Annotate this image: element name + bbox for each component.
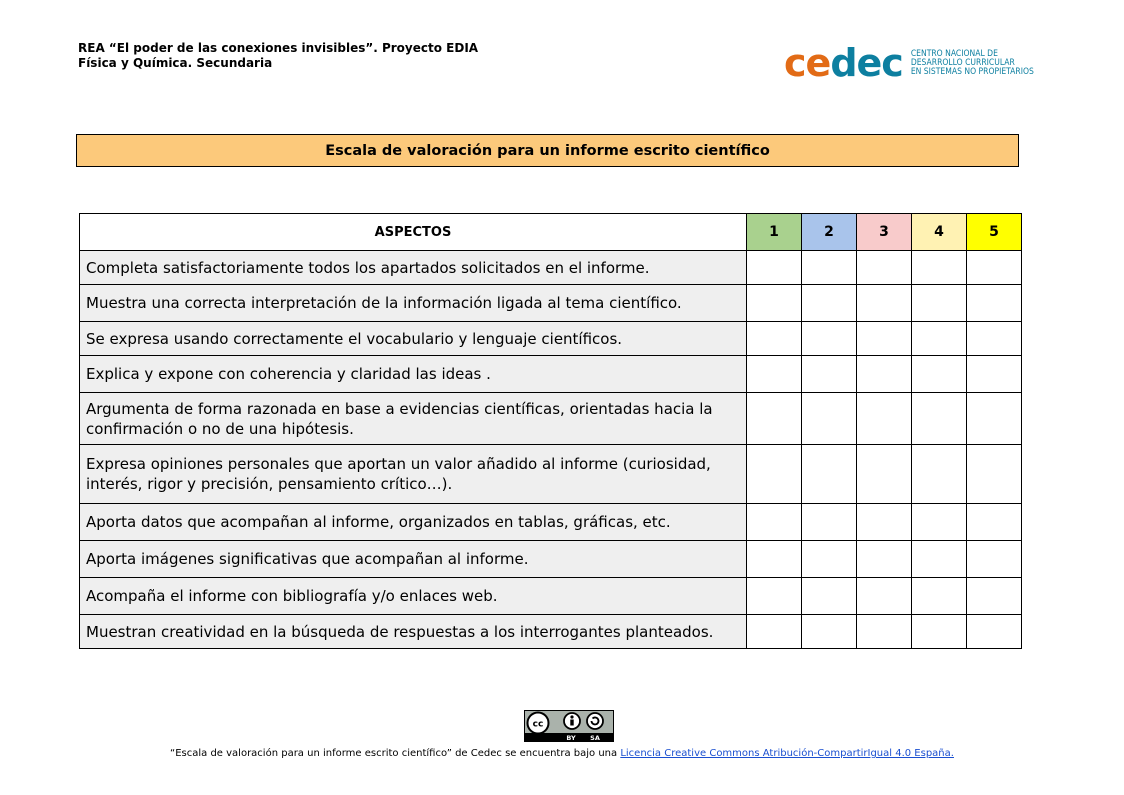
score-cell-2[interactable]	[802, 251, 857, 285]
score-cell-1[interactable]	[747, 251, 802, 285]
header-subject-line: Física y Química. Secundaria	[78, 56, 273, 70]
score-cell-1[interactable]	[747, 393, 802, 445]
score-cell-3[interactable]	[857, 578, 912, 615]
score-cell-3[interactable]	[857, 541, 912, 578]
score-cell-3[interactable]	[857, 615, 912, 649]
badge-by-label: BY	[566, 734, 576, 742]
score-cell-5[interactable]	[967, 504, 1022, 541]
table-row	[80, 504, 1022, 541]
document-header	[78, 41, 478, 71]
score-cell-4[interactable]	[912, 504, 967, 541]
score-cell-2[interactable]	[802, 285, 857, 322]
table-row	[80, 285, 1022, 322]
score-cell-5[interactable]	[967, 356, 1022, 393]
score-cell-2[interactable]	[802, 393, 857, 445]
score-cell-2[interactable]	[802, 615, 857, 649]
score-cell-5[interactable]	[967, 578, 1022, 615]
aspect-description: Explica y expone con coherencia y claridad las ideas .	[80, 356, 747, 393]
header-project-line: REA “El poder de las conexiones invisibles”. Proyecto EDIA	[78, 41, 479, 55]
badge-sa-label: SA	[590, 734, 600, 742]
license-link[interactable]: Licencia Creative Commons Atribución-CompartirIgual 4.0 España.	[620, 748, 954, 759]
aspect-description: Argumenta de forma razonada en base a evidencias científicas, orientadas hacia la confirmación o no de una hipótesis.	[80, 393, 747, 445]
table-row	[80, 445, 1022, 504]
cedec-logo-wordmark: cedec	[784, 41, 903, 85]
score-cell-1[interactable]	[747, 285, 802, 322]
aspect-description: Muestran creatividad en la búsqueda de respuestas a los interrogantes planteados.	[80, 615, 747, 649]
score-cell-3[interactable]	[857, 504, 912, 541]
aspect-description: Aporta datos que acompañan al informe, organizados en tablas, gráficas, etc.	[80, 504, 747, 541]
score-cell-1[interactable]	[747, 504, 802, 541]
score-cell-5[interactable]	[967, 541, 1022, 578]
score-cell-5[interactable]	[967, 285, 1022, 322]
aspect-description: Acompaña el informe con bibliografía y/o enlaces web.	[80, 578, 747, 615]
table-row	[80, 356, 1022, 393]
score-cell-4[interactable]	[912, 541, 967, 578]
score-cell-1[interactable]	[747, 356, 802, 393]
cedec-logo	[784, 41, 1034, 85]
score-header-5: 5	[967, 214, 1022, 251]
aspects-column-header: ASPECTOS	[80, 214, 747, 251]
score-cell-5[interactable]	[967, 445, 1022, 504]
score-cell-1[interactable]	[747, 322, 802, 356]
score-cell-2[interactable]	[802, 504, 857, 541]
score-header-3: 3	[857, 214, 912, 251]
score-cell-1[interactable]	[747, 615, 802, 649]
score-cell-2[interactable]	[802, 322, 857, 356]
score-cell-2[interactable]	[802, 541, 857, 578]
score-cell-3[interactable]	[857, 251, 912, 285]
score-cell-5[interactable]	[967, 615, 1022, 649]
cc-by-sa-badge[interactable]	[524, 710, 614, 742]
score-cell-3[interactable]	[857, 322, 912, 356]
score-cell-2[interactable]	[802, 445, 857, 504]
cedec-logo-subtitle: CENTRO NACIONAL DE DESARROLLO CURRICULAR EN SISTEMAS NO PROPIETARIOS	[910, 48, 1034, 77]
table-row	[80, 393, 1022, 445]
table-row	[80, 541, 1022, 578]
score-cell-3[interactable]	[857, 393, 912, 445]
score-cell-4[interactable]	[912, 393, 967, 445]
table-row	[80, 251, 1022, 285]
score-cell-4[interactable]	[912, 322, 967, 356]
aspect-description: Completa satisfactoriamente todos los apartados solicitados en el informe.	[80, 251, 747, 285]
page-title: Escala de valoración para un informe escrito científico	[76, 134, 1019, 167]
table-row	[80, 615, 1022, 649]
table-row	[80, 322, 1022, 356]
score-cell-1[interactable]	[747, 541, 802, 578]
score-cell-4[interactable]	[912, 615, 967, 649]
table-header-row	[80, 214, 1022, 251]
score-header-4: 4	[912, 214, 967, 251]
rating-scale-table	[79, 213, 1022, 649]
table-row	[80, 578, 1022, 615]
svg-text:cc: cc	[532, 719, 544, 730]
score-cell-3[interactable]	[857, 445, 912, 504]
license-notice	[0, 748, 1124, 759]
license-text: “Escala de valoración para un informe escrito científico” de Cedec se encuentra bajo una	[170, 748, 621, 759]
score-cell-4[interactable]	[912, 445, 967, 504]
score-cell-4[interactable]	[912, 578, 967, 615]
score-cell-5[interactable]	[967, 322, 1022, 356]
score-header-1: 1	[747, 214, 802, 251]
score-cell-1[interactable]	[747, 445, 802, 504]
score-cell-2[interactable]	[802, 356, 857, 393]
aspect-description: Aporta imágenes significativas que acompañan al informe.	[80, 541, 747, 578]
score-cell-5[interactable]	[967, 251, 1022, 285]
score-header-2: 2	[802, 214, 857, 251]
score-cell-2[interactable]	[802, 578, 857, 615]
score-cell-3[interactable]	[857, 356, 912, 393]
score-cell-4[interactable]	[912, 285, 967, 322]
score-cell-4[interactable]	[912, 251, 967, 285]
score-cell-3[interactable]	[857, 285, 912, 322]
score-cell-5[interactable]	[967, 393, 1022, 445]
score-cell-4[interactable]	[912, 356, 967, 393]
aspect-description: Se expresa usando correctamente el vocabulario y lenguaje científicos.	[80, 322, 747, 356]
score-cell-1[interactable]	[747, 578, 802, 615]
aspect-description: Muestra una correcta interpretación de la información ligada al tema científico.	[80, 285, 747, 322]
aspect-description: Expresa opiniones personales que aportan un valor añadido al informe (curiosidad, interés, rigor y precisión, pensamiento crítico…).	[80, 445, 747, 504]
